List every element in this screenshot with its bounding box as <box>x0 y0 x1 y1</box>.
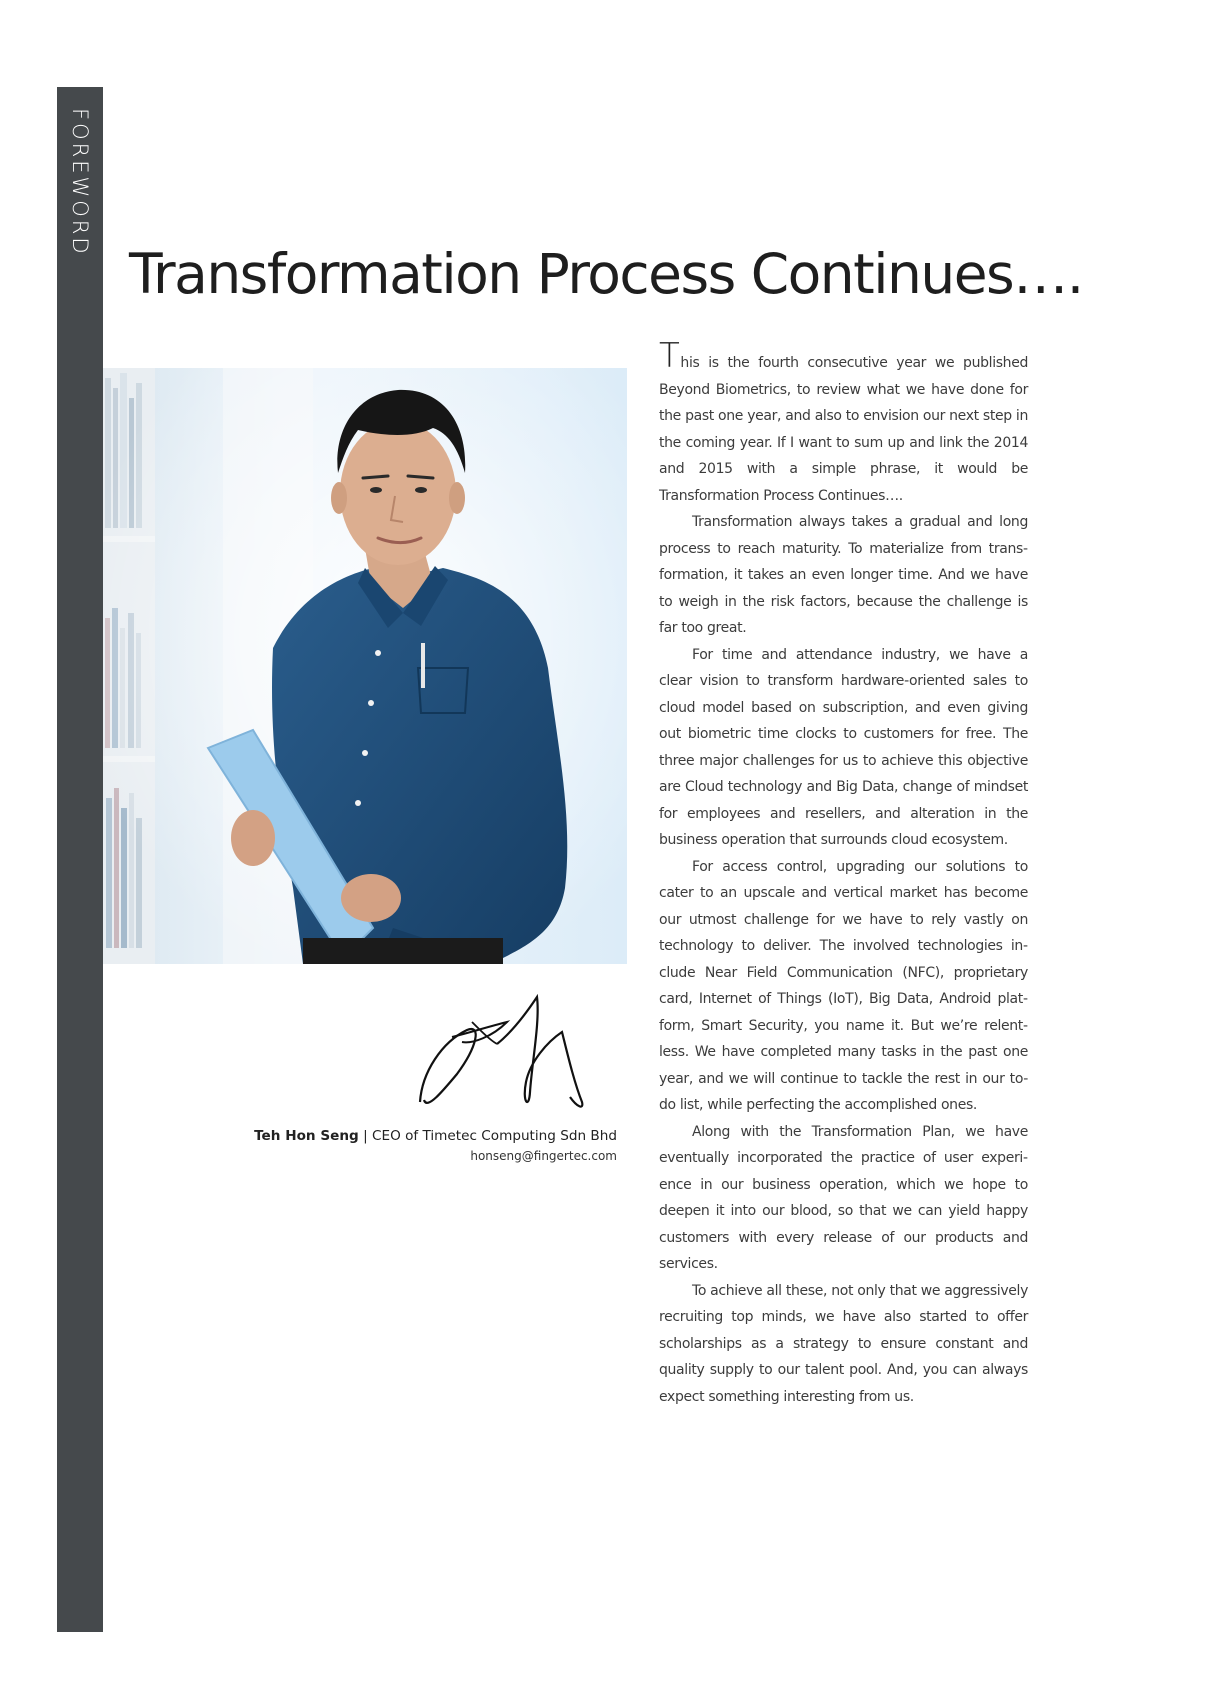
section-label: FOREWORD <box>68 108 92 257</box>
paragraph-1 <box>659 336 1028 509</box>
ceo-photo <box>103 368 627 964</box>
author-role: CEO of Timetec Computing Sdn Bhd <box>371 1128 617 1144</box>
article-body <box>659 336 1028 1410</box>
author-email: honseng@fingertec.com <box>470 1149 617 1163</box>
page-title: Transformation Process Continues…. <box>129 242 1083 306</box>
paragraph-5: Along with the Transformation Plan, we have eventually incorporated the practice of user experience in our business operation, which we hope to deepen it into our blood, so that we can yield happy customers with every release of our products and services. <box>659 1123 1028 1272</box>
paragraph-2: Transformation always takes a gradual and long process to reach maturity. To materialize from transformation, it takes an even longer time. And we have to weigh in the risk factors, because the challenge is far too great. <box>659 514 1028 636</box>
section-sidebar <box>57 87 103 1632</box>
paragraph-1-text: his is the fourth consecutive year we published Beyond Biometrics, to review what we have done for the past one year, and also to envision our next step in the coming year. If I want to sum up and link the 2014 and 2015 with a simple phrase, it would be Transformation Process Continues…. <box>659 355 1028 504</box>
drop-cap: T <box>659 336 680 376</box>
author-name: Teh Hon Seng <box>254 1128 359 1144</box>
paragraph-6: To achieve all these, not only that we aggressively recruiting top minds, we have also started to offer scholarships as a strategy to ensure constant and quality supply to our talent pool. And, you can always expect something interesting from us. <box>659 1282 1028 1405</box>
author-separator: | <box>363 1128 368 1144</box>
signature <box>412 992 602 1116</box>
paragraph-4: For access control, upgrading our solutions to cater to an upscale and vertical market has become our utmost challenge for we have to rely vastly on technology to deliver. The involved technologies include Near Field Communication (NFC), proprietary card, Internet of Things (IoT), Big Data, Android platform, Smart Security, you name it. But we’re relentless. We have completed many tasks in the past one year, and we will continue to tackle the rest in our to-do list, while perfecting the accomplished ones. <box>659 858 1028 1113</box>
author-caption <box>200 1128 617 1163</box>
author-line <box>200 1128 617 1144</box>
paragraph-3: For time and attendance industry, we have a clear vision to transform hardware-oriented sales to cloud model based on subscription, and even giving out biometric time clocks to customers for free. The three major challenges for us to achieve this objective are Cloud technology and Big Data, change of mindset for employees and resellers, and alteration in the business operation that surrounds cloud ecosystem. <box>659 646 1028 848</box>
